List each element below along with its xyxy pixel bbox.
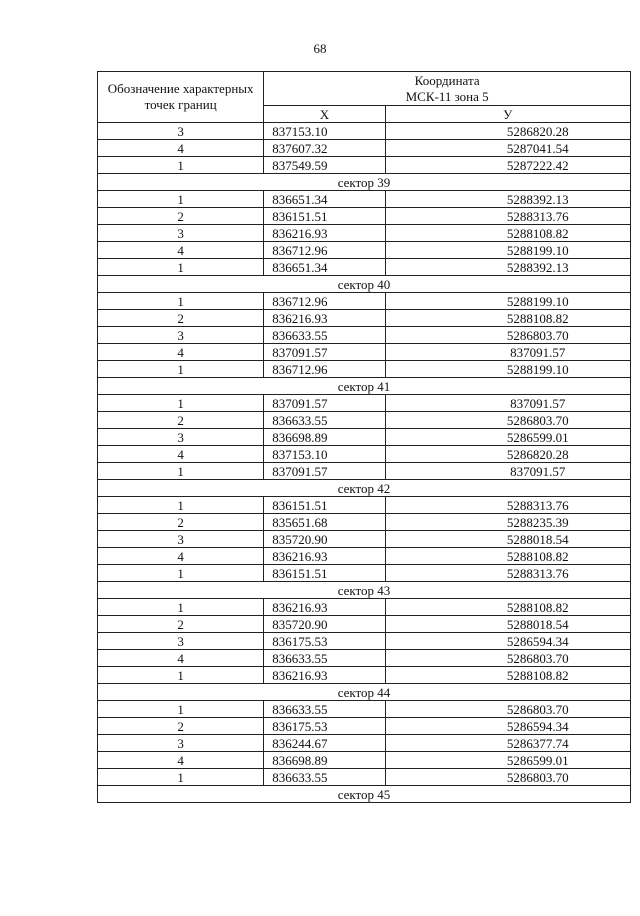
- point-number-cell: 1: [98, 259, 264, 276]
- x-coordinate-cell: 836175.53: [264, 633, 385, 650]
- sector-label: сектор 39: [98, 174, 631, 191]
- table-row: [98, 514, 631, 531]
- y-coordinate-cell: 837091.57: [385, 463, 630, 480]
- y-coordinate-cell: 5288313.76: [385, 208, 630, 225]
- table-row: [98, 667, 631, 684]
- table-header-row: [98, 72, 631, 106]
- y-coordinate-cell: 5288199.10: [385, 361, 630, 378]
- point-number-cell: 4: [98, 446, 264, 463]
- x-coordinate-cell: 835720.90: [264, 531, 385, 548]
- x-coordinate-cell: 836698.89: [264, 752, 385, 769]
- x-coordinate-cell: 837091.57: [264, 344, 385, 361]
- table-row: [98, 293, 631, 310]
- point-number-cell: 4: [98, 344, 264, 361]
- y-coordinate-cell: 5288018.54: [385, 616, 630, 633]
- table-row: [98, 446, 631, 463]
- x-coordinate-cell: 836216.93: [264, 310, 385, 327]
- y-coordinate-cell: 5286599.01: [385, 429, 630, 446]
- y-coordinate-cell: 5288108.82: [385, 548, 630, 565]
- y-coordinate-cell: 5286594.34: [385, 718, 630, 735]
- x-coordinate-cell: 836633.55: [264, 412, 385, 429]
- y-coordinate-cell: 5287222.42: [385, 157, 630, 174]
- y-coordinate-cell: 5288392.13: [385, 259, 630, 276]
- y-coordinate-cell: 5286803.70: [385, 769, 630, 786]
- table-row: [98, 735, 631, 752]
- x-coordinate-cell: 836633.55: [264, 650, 385, 667]
- point-designation-header: Обозначение характерных точек границ: [98, 72, 264, 123]
- sector-label: сектор 43: [98, 582, 631, 599]
- point-number-cell: 1: [98, 497, 264, 514]
- table-row: [98, 752, 631, 769]
- table-row: [98, 310, 631, 327]
- table-row: [98, 395, 631, 412]
- y-coordinate-cell: 5288313.76: [385, 565, 630, 582]
- table-row: [98, 497, 631, 514]
- table-row: [98, 769, 631, 786]
- point-number-cell: 3: [98, 735, 264, 752]
- x-coordinate-cell: 836151.51: [264, 497, 385, 514]
- y-coordinate-cell: 5286377.74: [385, 735, 630, 752]
- x-coordinate-cell: 836633.55: [264, 769, 385, 786]
- y-coordinate-cell: 5286803.70: [385, 701, 630, 718]
- y-coordinate-cell: 5286820.28: [385, 123, 630, 140]
- table-body: [98, 123, 631, 803]
- y-coordinate-cell: 5288018.54: [385, 531, 630, 548]
- table-row: [98, 633, 631, 650]
- sector-label: сектор 45: [98, 786, 631, 803]
- y-coordinate-cell: 837091.57: [385, 344, 630, 361]
- coordinate-header-title: Координата: [414, 72, 480, 88]
- point-number-cell: 2: [98, 514, 264, 531]
- x-coordinate-cell: 835720.90: [264, 616, 385, 633]
- x-coordinate-cell: 836216.93: [264, 225, 385, 242]
- table-row: [98, 259, 631, 276]
- table-row: [98, 429, 631, 446]
- y-coordinate-cell: 5286820.28: [385, 446, 630, 463]
- x-coordinate-cell: 837607.32: [264, 140, 385, 157]
- y-coordinate-cell: 5288108.82: [385, 310, 630, 327]
- sector-row: [98, 582, 631, 599]
- point-number-cell: 3: [98, 225, 264, 242]
- table-row: [98, 140, 631, 157]
- x-coordinate-cell: 837153.10: [264, 446, 385, 463]
- point-number-cell: 3: [98, 327, 264, 344]
- sector-label: сектор 44: [98, 684, 631, 701]
- x-coordinate-cell: 837549.59: [264, 157, 385, 174]
- y-column-header: У: [385, 106, 630, 123]
- x-coordinate-cell: 836698.89: [264, 429, 385, 446]
- x-coordinate-cell: 836151.51: [264, 208, 385, 225]
- point-number-cell: 4: [98, 650, 264, 667]
- x-coordinate-cell: 836151.51: [264, 565, 385, 582]
- x-coordinate-cell: 836216.93: [264, 667, 385, 684]
- x-coordinate-cell: 837091.57: [264, 463, 385, 480]
- table-row: [98, 565, 631, 582]
- point-number-cell: 1: [98, 599, 264, 616]
- x-coordinate-cell: 836216.93: [264, 548, 385, 565]
- point-number-cell: 4: [98, 242, 264, 259]
- coordinate-header: [264, 72, 631, 106]
- sector-row: [98, 480, 631, 497]
- x-coordinate-cell: 837153.10: [264, 123, 385, 140]
- x-coordinate-cell: 836651.34: [264, 191, 385, 208]
- y-coordinate-cell: 5286599.01: [385, 752, 630, 769]
- x-coordinate-cell: 836712.96: [264, 293, 385, 310]
- x-coordinate-cell: 836633.55: [264, 327, 385, 344]
- table-row: [98, 718, 631, 735]
- table-row: [98, 616, 631, 633]
- point-number-cell: 1: [98, 157, 264, 174]
- y-coordinate-cell: 5288199.10: [385, 242, 630, 259]
- table-row: [98, 208, 631, 225]
- table-row: [98, 225, 631, 242]
- coordinate-table: [97, 71, 631, 803]
- sector-label: сектор 41: [98, 378, 631, 395]
- table-row: [98, 463, 631, 480]
- y-coordinate-cell: 5286803.70: [385, 412, 630, 429]
- x-coordinate-cell: 835651.68: [264, 514, 385, 531]
- sector-row: [98, 684, 631, 701]
- point-number-cell: 3: [98, 633, 264, 650]
- table-row: [98, 531, 631, 548]
- x-coordinate-cell: 837091.57: [264, 395, 385, 412]
- point-number-cell: 1: [98, 769, 264, 786]
- y-coordinate-cell: 5286803.70: [385, 327, 630, 344]
- point-number-cell: 1: [98, 395, 264, 412]
- table-row: [98, 548, 631, 565]
- point-number-cell: 4: [98, 548, 264, 565]
- y-coordinate-cell: 5287041.54: [385, 140, 630, 157]
- x-coordinate-cell: 836712.96: [264, 242, 385, 259]
- point-number-cell: 1: [98, 667, 264, 684]
- page-number: 68: [313, 41, 327, 56]
- point-number-cell: 2: [98, 718, 264, 735]
- table-row: [98, 701, 631, 718]
- y-coordinate-cell: 5288199.10: [385, 293, 630, 310]
- y-coordinate-cell: 5288108.82: [385, 225, 630, 242]
- table-row: [98, 599, 631, 616]
- table-row: [98, 242, 631, 259]
- point-number-cell: 2: [98, 616, 264, 633]
- sector-row: [98, 378, 631, 395]
- point-number-cell: 3: [98, 123, 264, 140]
- x-coordinate-cell: 836651.34: [264, 259, 385, 276]
- point-number-cell: 1: [98, 463, 264, 480]
- table-row: [98, 327, 631, 344]
- table-row: [98, 361, 631, 378]
- y-coordinate-cell: 5286594.34: [385, 633, 630, 650]
- point-number-cell: 1: [98, 191, 264, 208]
- sector-row: [98, 276, 631, 293]
- sector-row: [98, 174, 631, 191]
- table-row: [98, 191, 631, 208]
- point-number-cell: 2: [98, 208, 264, 225]
- x-coordinate-cell: 836712.96: [264, 361, 385, 378]
- table-row: [98, 412, 631, 429]
- table-row: [98, 157, 631, 174]
- point-number-cell: 3: [98, 429, 264, 446]
- x-coordinate-cell: 836633.55: [264, 701, 385, 718]
- y-coordinate-cell: 837091.57: [385, 395, 630, 412]
- y-coordinate-cell: 5288108.82: [385, 667, 630, 684]
- y-coordinate-cell: 5288392.13: [385, 191, 630, 208]
- y-coordinate-cell: 5288313.76: [385, 497, 630, 514]
- table-row: [98, 123, 631, 140]
- table-row: [98, 650, 631, 667]
- point-number-cell: 1: [98, 701, 264, 718]
- coordinate-system-label: МСК-11 зона 5: [405, 88, 489, 104]
- sector-label: сектор 42: [98, 480, 631, 497]
- table-row: [98, 344, 631, 361]
- point-number-cell: 1: [98, 293, 264, 310]
- point-number-cell: 2: [98, 412, 264, 429]
- point-number-cell: 3: [98, 531, 264, 548]
- sector-row: [98, 786, 631, 803]
- x-coordinate-cell: 836175.53: [264, 718, 385, 735]
- point-number-cell: 1: [98, 565, 264, 582]
- x-coordinate-cell: 836216.93: [264, 599, 385, 616]
- y-coordinate-cell: 5286803.70: [385, 650, 630, 667]
- y-coordinate-cell: 5288108.82: [385, 599, 630, 616]
- point-number-cell: 4: [98, 752, 264, 769]
- x-column-header: X: [264, 106, 385, 123]
- point-number-cell: 1: [98, 361, 264, 378]
- y-coordinate-cell: 5288235.39: [385, 514, 630, 531]
- point-number-cell: 2: [98, 310, 264, 327]
- x-coordinate-cell: 836244.67: [264, 735, 385, 752]
- point-number-cell: 4: [98, 140, 264, 157]
- sector-label: сектор 40: [98, 276, 631, 293]
